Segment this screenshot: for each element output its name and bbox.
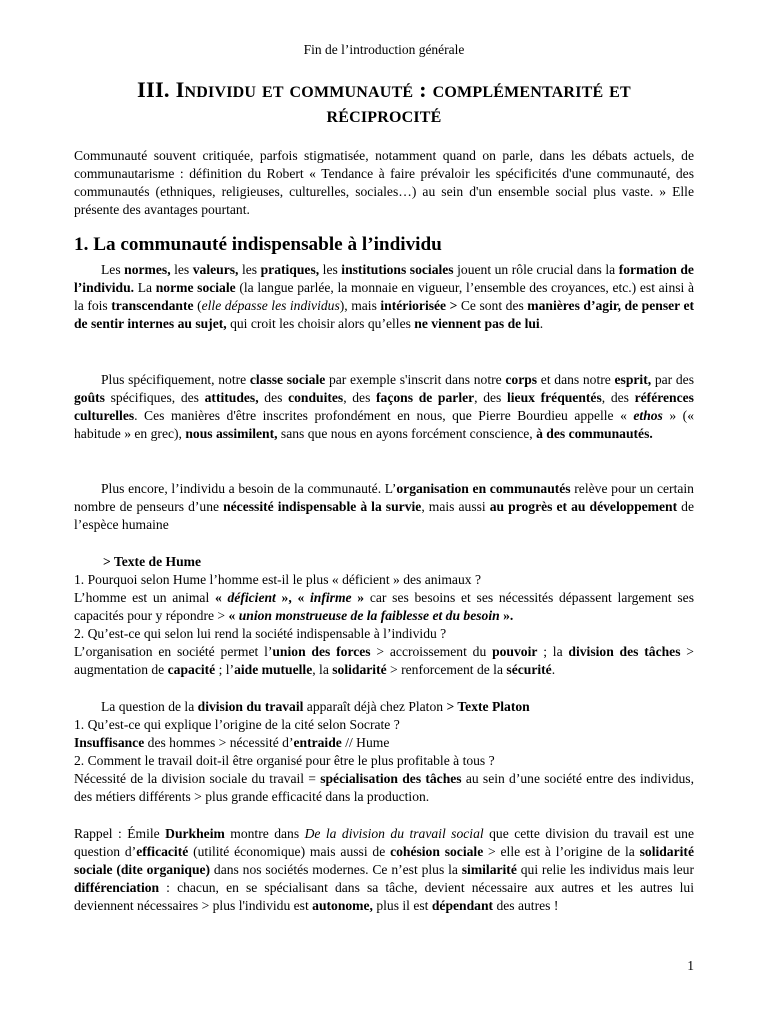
- platon-answer-1: Insuffisance des hommes > nécessité d’entraide // Hume: [74, 735, 390, 750]
- title-line-2: réciprocité: [326, 102, 442, 127]
- platon-section: [74, 698, 694, 806]
- paragraph-social-class: Plus spécifiquement, notre classe sociale par exemple s'inscrit dans notre corps et dans notre esprit, par des goûts spécifiques, des attitudes, des conduites, des façons de parler, des lieux fréquentés, des références culturelles. Ces manières d'être inscrites profondément en nous, que Pierre Bourdieu appelle « ethos » (« habitude » en grec), nous assimilent, sans que nous en ayons forcément conscience, à des communautés.: [74, 372, 694, 441]
- hume-heading: > Texte de Hume: [103, 554, 201, 569]
- platon-intro: La question de la division du travail apparaît déjà chez Platon > Texte Platon: [101, 699, 530, 714]
- intro-paragraph-block: [74, 147, 694, 219]
- platon-answer-2: Nécessité de la division sociale du travail = spécialisation des tâches au sein d’une société entre des individus, des métiers différents > plus grande efficacité dans la production.: [74, 771, 694, 804]
- hume-answer-2: L’organisation en société permet l’union des forces > accroissement du pouvoir ; la division des tâches > augmentation de capacité ; l’aide mutuelle, la solidarité > renforcement de la sécurité.: [74, 644, 694, 677]
- hume-question-2: 2. Qu’est-ce qui selon lui rend la société indispensable à l’individu ?: [74, 626, 447, 641]
- running-header: Fin de l’introduction générale: [303, 42, 465, 57]
- hume-question-1: 1. Pourquoi selon Hume l’homme est-il le plus « déficient » des animaux ?: [74, 572, 481, 587]
- intro-paragraph: Communauté souvent critiquée, parfois stigmatisée, notamment quand on parle, dans les débats actuels, de communautarisme : définition du Robert « Tendance à faire prévaloir les spécificités d'une communauté, des communautés (ethniques, religieuses, culturelles, sociales…) au sein d'un ensemble social plus vaste. » Elle présente des avantages pourtant.: [74, 148, 694, 217]
- hume-section: [74, 553, 694, 679]
- title-line-1: III. Individu et communauté : complémentarité et: [137, 77, 631, 102]
- section-heading: 1. La communauté indispensable à l’individu: [74, 234, 442, 255]
- hume-answer-1: L’homme est un animal « déficient », « infirme » car ses besoins et ses nécessités dépassent largement ses capacités pour y répondre > « union monstrueuse de la faiblesse et du besoin ».: [74, 590, 694, 623]
- platon-question-1: 1. Qu’est-ce qui explique l’origine de la cité selon Socrate ?: [74, 717, 400, 732]
- page-title: [0, 77, 768, 127]
- paragraph-community-need-block: [74, 480, 694, 534]
- paragraph-community-need: Plus encore, l’individu a besoin de la communauté. L’organisation en communautés relève pour un certain nombre de penseurs d’une nécessité indispensable à la survie, mais aussi au progrès et au développement de l’espèce humaine: [74, 481, 695, 532]
- durkheim-paragraph-block: [74, 825, 694, 915]
- paragraph-norms-block: [74, 261, 694, 333]
- durkheim-paragraph: Rappel : Émile Durkheim montre dans De la division du travail social que cette division du travail est une question d’efficacité (utilité économique) mais aussi de cohésion sociale > elle est à l’origine de la solidarité sociale (dite organique) dans nos sociétés modernes. Ce n’est plus la similarité qui relie les individus mais leur différenciation : chacun, en se spécialisant dans sa tâche, devient nécessaire aux autres et les autres lui deviennent nécessaires > plus l'individu est autonome, plus il est dépendant des autres !: [74, 826, 695, 913]
- paragraph-social-class-block: [74, 371, 694, 443]
- platon-question-2: 2. Comment le travail doit-il être organisé pour être le plus profitable à tous ?: [74, 753, 495, 768]
- page-number: 1: [687, 958, 694, 973]
- paragraph-norms: Les normes, les valeurs, les pratiques, les institutions sociales jouent un rôle crucial dans la formation de l’individu. La norme sociale (la langue parlée, la monnaie en vigueur, l’ensemble des croyances, etc.) est ainsi à la fois transcendante (elle dépasse les individus), mais intériorisée > Ce sont des manières d’agir, de penser et de sentir internes au sujet, qui croit les choisir alors qu’elles ne viennent pas de lui.: [74, 262, 695, 331]
